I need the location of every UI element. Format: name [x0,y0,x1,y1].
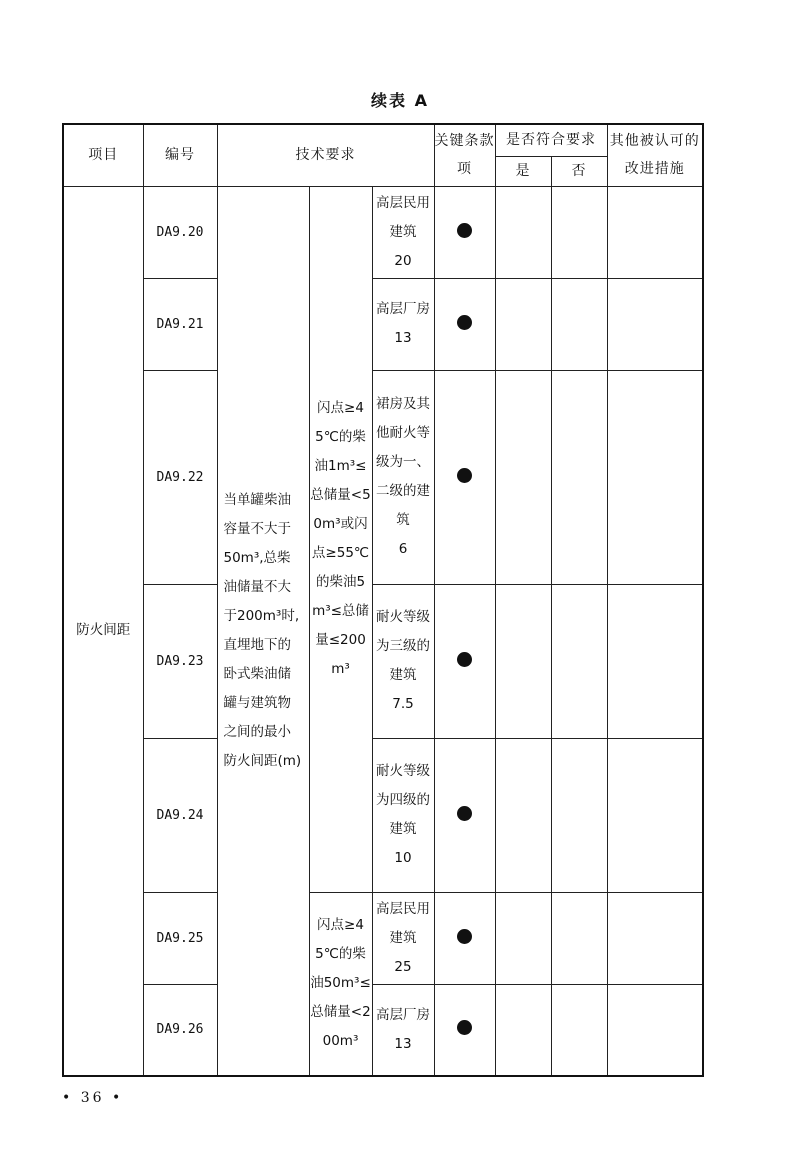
distance-value: 7.5 [392,696,414,712]
row-code: DA9.26 [143,984,217,1076]
key-clause-dot-icon [457,223,472,238]
key-clause-dot-icon [457,929,472,944]
key-clause-dot-icon [457,468,472,483]
improvement-cell[interactable] [607,584,703,738]
building-type: 高层民用建筑 [376,194,430,240]
key-clause-dot-icon [457,1020,472,1035]
key-clause-cell [434,370,495,584]
inspection-table [62,123,704,1077]
improvement-cell[interactable] [607,370,703,584]
building-type-cell [372,984,434,1076]
main-requirement: 当单罐柴油容量不大于50m³,总柴油储量不大于200m³时,直埋地下的卧式柴油储罐与建筑物之间的最小防火间距(m) [217,186,309,1076]
distance-value: 10 [394,850,412,866]
row-code: DA9.23 [143,584,217,738]
project-name: 防火间距 [63,186,143,1076]
improvement-cell[interactable] [607,186,703,278]
building-type-cell [372,370,434,584]
yes-checkbox-cell[interactable] [495,738,551,892]
page-title: 续表 A [371,91,429,110]
no-checkbox-cell[interactable] [551,278,607,370]
distance-value: 13 [394,330,412,346]
row-code: DA9.22 [143,370,217,584]
header-compliance: 是否符合要求 [495,124,607,156]
distance-value: 20 [394,252,412,269]
table-row [63,278,703,370]
key-clause-cell [434,984,495,1076]
key-clause-dot-icon [457,315,472,330]
table-row [63,892,703,984]
distance-value: 6 [398,541,408,557]
header-key-clause: 关键条款项 [434,124,495,186]
header-yes: 是 [495,156,551,186]
key-clause-dot-icon [457,806,472,821]
row-code: DA9.21 [143,278,217,370]
yes-checkbox-cell[interactable] [495,584,551,738]
key-clause-dot-icon [457,652,472,667]
improvement-cell[interactable] [607,278,703,370]
yes-checkbox-cell[interactable] [495,892,551,984]
table-row [63,984,703,1076]
key-clause-cell [434,278,495,370]
yes-checkbox-cell[interactable] [495,370,551,584]
building-type: 高层民用建筑 [376,900,430,946]
building-type-cell [372,738,434,892]
building-type: 高层厂房 [376,301,430,317]
header-no: 否 [551,156,607,186]
row-code: DA9.20 [143,186,217,278]
header-project: 项目 [63,124,143,186]
building-type-cell [372,278,434,370]
table-row [63,186,703,278]
condition-b: 闪点≥45℃的柴油50m³≤总储量<200m³ [309,892,372,1076]
improvement-cell[interactable] [607,892,703,984]
yes-checkbox-cell[interactable] [495,278,551,370]
building-type: 高层厂房 [376,1006,430,1023]
key-clause-cell [434,186,495,278]
row-code: DA9.25 [143,892,217,984]
building-type-cell [372,186,434,278]
building-type-cell [372,584,434,738]
table-row [63,370,703,584]
yes-checkbox-cell[interactable] [495,186,551,278]
key-clause-cell [434,738,495,892]
improvement-cell[interactable] [607,984,703,1076]
building-type: 裙房及其他耐火等级为一、二级的建筑 [376,396,430,528]
key-clause-cell [434,892,495,984]
header-row-1 [63,124,703,156]
building-type: 耐火等级为四级的建筑 [376,763,430,837]
header-tech-requirement: 技术要求 [217,124,434,186]
distance-value: 25 [394,958,412,975]
distance-value: 13 [394,1035,412,1052]
header-improvement: 其他被认可的改进措施 [607,124,703,186]
building-type-cell [372,892,434,984]
no-checkbox-cell[interactable] [551,186,607,278]
table-row [63,584,703,738]
page-number: • 36 • [62,1090,124,1106]
improvement-cell[interactable] [607,738,703,892]
yes-checkbox-cell[interactable] [495,984,551,1076]
key-clause-cell [434,584,495,738]
building-type: 耐火等级为三级的建筑 [376,609,430,683]
no-checkbox-cell[interactable] [551,584,607,738]
row-code: DA9.24 [143,738,217,892]
no-checkbox-cell[interactable] [551,984,607,1076]
table-row [63,738,703,892]
no-checkbox-cell[interactable] [551,738,607,892]
condition-a: 闪点≥45℃的柴油1m³≤总储量<50m³或闪点≥55℃的柴油5m³≤总储量≤200m³ [309,186,372,892]
no-checkbox-cell[interactable] [551,370,607,584]
header-code: 编号 [143,124,217,186]
no-checkbox-cell[interactable] [551,892,607,984]
